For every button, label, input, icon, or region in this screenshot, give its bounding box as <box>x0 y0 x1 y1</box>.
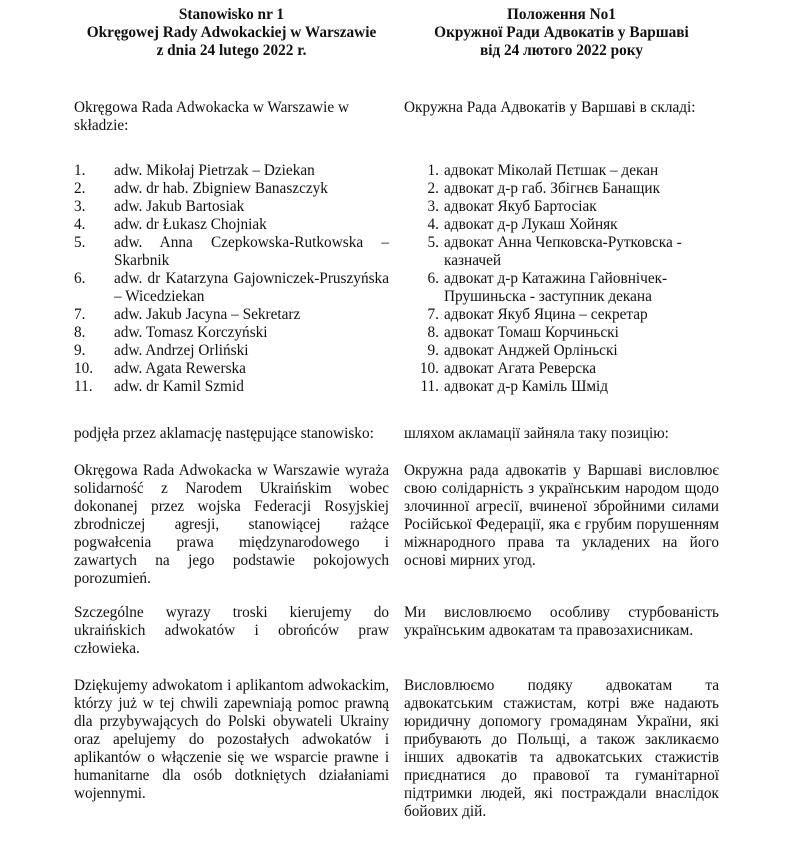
polish-heading-line-3: z dnia 24 lutego 2022 r. <box>156 42 307 59</box>
polish-paragraph-thanks: Dziękujemy adwokatom i aplikantom adwokackim, którzy już w tej chwili zapewniają pomoc prawną dla przybywających do Polski obywateli Ukrainy oraz apelujemy do pozostałych adwokatów i aplikantów o włączenie się we wsparcie prawne i humanitarne dla osób dotkniętych działaniami wojennymi. <box>74 677 389 802</box>
polish-member-list <box>74 162 389 396</box>
list-item: 2. адвокат д-р габ. Збігнєв Банащик <box>427 180 661 197</box>
list-item: 4. адвокат д-р Лукаш Хойняк <box>427 216 618 233</box>
list-item: 5. адвокат Анна Чепковска-Рутковска - казначей <box>427 234 682 269</box>
list-item: 5. adw. Anna Czepkowska-Rutkowska – Skarbnik <box>74 234 389 269</box>
list-item: 10. adw. Agata Rewerska <box>74 360 246 377</box>
ukrainian-heading-line-3: від 24 лютого 2022 року <box>479 42 644 59</box>
list-item: 1. адвокат Міколай Пєтшак – декан <box>427 162 659 179</box>
list-item: 6. адвокат д-р Катажина Гайовнічек-Прушиньска - заступник декана <box>427 270 668 305</box>
list-item: 3. адвокат Якуб Бартосіак <box>427 198 597 215</box>
list-item: 8. adw. Tomasz Korczyński <box>74 324 268 341</box>
ukrainian-intro: Окружна Рада Адвокатів у Варшаві в складі: <box>404 99 696 116</box>
ukrainian-member-list <box>404 162 719 396</box>
polish-heading <box>74 6 389 60</box>
polish-intro: Okręgowa Rada Adwokacka w Warszawie w składzie: <box>74 99 350 134</box>
polish-heading-line-2: Okręgowej Rady Adwokackiej w Warszawie <box>86 24 377 41</box>
ukrainian-paragraph-thanks: Висловлюємо подяку адвокатам та адвокатським стажистам, котрі вже надають юридичну допомогу громадянам України, які прибувають до Польщі, а також закликаємо інших адвокатів та адвокатських стажистів приєднатися до правової та гуманітарної підтримки людей, які постраждали внаслідок бойових дій. <box>404 677 719 820</box>
ukrainian-heading <box>404 6 719 60</box>
ukrainian-paragraph-solidarity: Окружна рада адвокатів у Варшаві висловлює свою солідарність з українським народом щодо злочинної агресії, вчиненої збройними силами Російської Федерації, яка є грубим порушенням міжнародного права та укладених на його основі мирних угод. <box>404 462 719 569</box>
ukrainian-heading-line-2: Окружної Ради Адвокатів у Варшаві <box>434 24 689 41</box>
list-item: 11. адвокат д-р Каміль Шмід <box>420 378 609 395</box>
list-item: 3. adw. Jakub Bartosiak <box>74 198 245 215</box>
list-item: 11. adw. dr Kamil Szmid <box>74 378 244 395</box>
list-item: 10. адвокат Агата Реверска <box>419 360 597 377</box>
list-item: 8. адвокат Томаш Корчиньскі <box>427 324 619 341</box>
polish-paragraph-concern: Szczególne wyrazy troski kierujemy do ukraińskich adwokatów i obrońców praw człowieka. <box>74 604 389 657</box>
list-item: 9. adw. Andrzej Orliński <box>74 342 249 359</box>
ukrainian-paragraph-concern: Ми висловлюємо особливу стурбованість українським адвокатам та правозахисникам. <box>404 604 719 639</box>
ukrainian-heading-line-1: Положення No1 <box>507 6 616 23</box>
list-item: 6. adw. dr Katarzyna Gajowniczek-Pruszyńska – Wicedziekan <box>74 270 389 305</box>
list-item: 7. адвокат Якуб Яцина – секретар <box>427 306 648 323</box>
list-item: 9. адвокат Анджей Орліньскі <box>427 342 618 359</box>
list-item: 7. adw. Jakub Jacyna – Sekretarz <box>74 306 301 323</box>
polish-adopted-statement: podjęła przez aklamację następujące stanowisko: <box>74 425 374 442</box>
list-item: 4. adw. dr Łukasz Chojniak <box>74 216 267 233</box>
polish-heading-line-1: Stanowisko nr 1 <box>178 6 285 23</box>
ukrainian-adopted-statement: шляхом акламації зайняла таку позицію: <box>404 425 669 442</box>
list-item: 2. adw. dr hab. Zbigniew Banaszczyk <box>74 180 328 197</box>
polish-paragraph-solidarity: Okręgowa Rada Adwokacka w Warszawie wyraża solidarność z Narodem Ukraińskim wobec dokonanej przez wojska Federacji Rosyjskiej zbrodniczej agresji, stanowiącej rażące pogwałcenia prawa międzynarodowego i zawartych na jego podstawie pokojowych porozumień. <box>74 462 389 587</box>
list-item: 1. adw. Mikołaj Pietrzak – Dziekan <box>74 162 315 179</box>
